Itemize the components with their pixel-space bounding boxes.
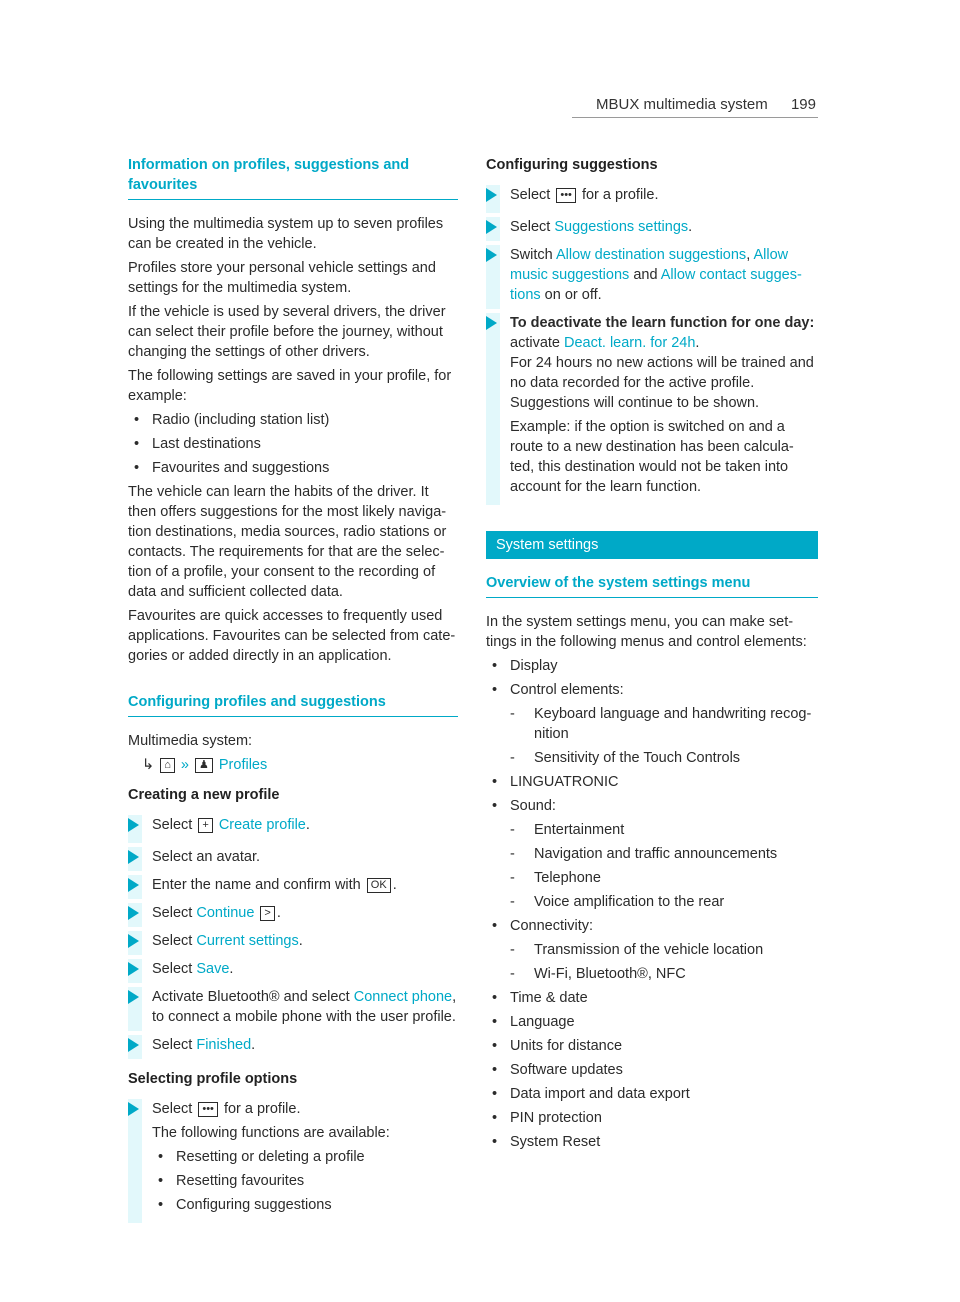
step: [510, 185, 818, 205]
step-arrow-icon: [128, 850, 139, 864]
home-icon: ⌂: [160, 758, 175, 773]
step-text: Select: [152, 905, 193, 921]
sub-list-item: - Keyboard language and handwriting recog- nition: [486, 704, 818, 744]
step: [152, 959, 458, 979]
step-arrow-icon: [486, 248, 497, 262]
step: [152, 815, 458, 835]
allow-contact-label: Allow contact sugges- tions: [510, 267, 802, 303]
step: [152, 987, 458, 1027]
step-block: [128, 847, 458, 871]
subheading-configuring-suggestions: Configuring suggestions: [486, 157, 658, 173]
next-arrow-icon: »: [180, 757, 189, 773]
step-arrow-icon: [128, 990, 139, 1004]
sub-list-item: - Wi-Fi, Bluetooth®, NFC: [486, 964, 818, 984]
step-text: activate: [510, 335, 560, 351]
deact-learn-label: Deact. learn. for 24h: [564, 335, 696, 351]
paragraph: The following functions are available:: [152, 1125, 390, 1141]
step-arrow-icon: [128, 962, 139, 976]
more-options-icon: •••: [198, 1102, 218, 1117]
step-text: ,: [746, 247, 751, 263]
step-arrow-icon: [486, 188, 497, 202]
step-text: for a profile.: [223, 1101, 301, 1117]
step-arrow-icon: [128, 1102, 139, 1116]
list-item: • Resetting or deleting a profile: [152, 1147, 458, 1167]
suggestions-settings-label: Suggestions settings: [554, 219, 689, 235]
step-block: [128, 1035, 458, 1059]
ok-key-icon: OK: [367, 878, 391, 893]
section-title-text: Configuring profiles and suggestions: [128, 694, 386, 710]
step-arrow-icon: [128, 878, 139, 892]
list-item: • Units for distance: [486, 1036, 818, 1056]
section-title-text: Information on profiles, suggestions and favourites: [128, 157, 410, 193]
more-options-icon: •••: [556, 188, 576, 203]
step-text: .: [688, 219, 693, 235]
step: [152, 875, 458, 895]
step-text: Select: [152, 1037, 193, 1053]
list-item: • Resetting favourites: [152, 1171, 458, 1191]
step-text: .: [298, 933, 303, 949]
step-text: .: [276, 905, 281, 921]
menu-path-label: Multimedia system:: [128, 733, 253, 749]
step-text: on or off.: [544, 287, 602, 303]
section-title-text: Overview of the system settings menu: [486, 575, 751, 591]
list-item: • Time & date: [486, 988, 818, 1008]
step-block: [128, 1099, 458, 1223]
connect-phone-label: Connect phone: [353, 989, 453, 1005]
sub-list-item: - Entertainment: [486, 820, 818, 840]
sub-list-item: - Sensitivity of the Touch Controls: [486, 748, 818, 768]
step-text: Select: [152, 961, 193, 977]
paragraph: In the system settings menu, you can make set- tings in the following menus and control elements:: [486, 614, 807, 650]
section-title-system-settings: [486, 573, 818, 598]
step: [510, 217, 818, 237]
step: [152, 1099, 458, 1119]
list-item: • Connectivity:: [486, 916, 818, 936]
step: [152, 1035, 458, 1055]
list-item: • Display: [486, 656, 818, 676]
step-text: .: [229, 961, 234, 977]
step-heading: To deactivate the learn function for one day:: [510, 315, 815, 331]
allow-destination-label: Allow destination suggestions: [555, 247, 747, 263]
paragraph: Profiles store your personal vehicle settings and settings for the multimedia system.: [128, 260, 436, 296]
list-item: • Language: [486, 1012, 818, 1032]
step-block: [128, 903, 458, 927]
step: [510, 313, 818, 497]
step-arrow-icon: [128, 934, 139, 948]
step-block: [486, 245, 818, 309]
person-icon: ♟: [195, 758, 213, 773]
list-item: • PIN protection: [486, 1108, 818, 1128]
step-arrow-icon: [486, 220, 497, 234]
allow-music-label: Allow music suggestions: [510, 247, 789, 283]
paragraph: For 24 hours no new actions will be trained and no data recorded for the active profile. Suggestions will continue to be shown.: [510, 355, 814, 411]
sub-list-item: - Telephone: [486, 868, 818, 888]
step-block: [128, 815, 458, 843]
step-arrow-icon: [128, 818, 139, 832]
paragraph: Using the multimedia system up to seven profiles can be created in the vehicle.: [128, 216, 444, 252]
step-block: [128, 875, 458, 899]
header-title: MBUX multimedia system: [596, 96, 768, 113]
save-label: Save: [196, 961, 230, 977]
return-arrow-icon: ↳: [142, 757, 155, 773]
page-number: 199: [790, 96, 816, 113]
right-column: [486, 155, 818, 1156]
paragraph: Favourites are quick accesses to frequently used applications. Favourites can be selected from cate- gories or added directly in an application.: [128, 608, 456, 664]
list-item: • Control elements:: [486, 680, 818, 700]
subheading-profile-options: Selecting profile options: [128, 1071, 298, 1087]
list-item: • System Reset: [486, 1132, 818, 1152]
step-text: Select: [152, 1101, 193, 1117]
list-item: • Favourites and suggestions: [128, 458, 458, 478]
step-text: Select: [152, 817, 193, 833]
step-block: [486, 217, 818, 241]
section-title-configuring-profiles: [128, 692, 458, 717]
profiles-menu-label: Profiles: [218, 757, 268, 773]
list-item: • Configuring suggestions: [152, 1195, 458, 1215]
step: [510, 245, 818, 305]
subheading-create-profile: Creating a new profile: [128, 787, 280, 803]
step-text: Enter the name and confirm with: [152, 877, 361, 893]
step-text: , to connect a mobile phone with the user profile.: [152, 989, 457, 1025]
step-text: .: [392, 877, 397, 893]
step-text: and: [633, 267, 658, 283]
step-text: .: [305, 817, 310, 833]
step-arrow-icon: [486, 316, 497, 330]
paragraph: If the vehicle is used by several drivers, the driver can select their profile before the journey, without changing the settings of other drivers.: [128, 304, 446, 360]
step-arrow-icon: [128, 906, 139, 920]
sub-list-item: - Navigation and traffic announcements: [486, 844, 818, 864]
sub-list-item: - Voice amplification to the rear: [486, 892, 818, 912]
step-text: Switch: [510, 247, 553, 263]
step: [152, 847, 458, 867]
running-header: [572, 95, 818, 118]
plus-icon: +: [198, 818, 212, 833]
list-item: • Radio (including station list): [128, 410, 458, 430]
step: [152, 931, 458, 951]
finished-label: Finished: [196, 1037, 252, 1053]
list-item: • Sound:: [486, 796, 818, 816]
create-profile-label: Create profile: [218, 817, 306, 833]
chevron-right-icon: >: [260, 906, 274, 921]
step-text: Select: [510, 219, 551, 235]
step-text: Select an avatar.: [152, 849, 261, 865]
list-item: • Data import and data export: [486, 1084, 818, 1104]
section-banner: System settings: [486, 531, 818, 559]
section-title-profiles-info: [128, 155, 458, 200]
step-text: .: [695, 335, 700, 351]
paragraph: The following settings are saved in your profile, for example:: [128, 368, 452, 404]
step: [152, 903, 458, 923]
current-settings-label: Current settings: [196, 933, 299, 949]
step-block: [128, 987, 458, 1031]
step-text: Activate Bluetooth® and select: [152, 989, 350, 1005]
step-block: [128, 959, 458, 983]
list-item: • LINGUATRONIC: [486, 772, 818, 792]
step-block: [486, 313, 818, 505]
paragraph: Example: if the option is switched on and a route to a new destination has been calcula- ted, this destination would not be taken into account for the learn function.: [510, 419, 794, 495]
paragraph: The vehicle can learn the habits of the driver. It then offers suggestions for the most likely naviga- tion destinations, media sources, radio stations or contacts. The requirements for that are the selec- tion of a profile, your consent to the recording of data and sufficient collected data.: [128, 484, 447, 600]
menu-path: [128, 755, 458, 775]
sub-list-item: - Transmission of the vehicle location: [486, 940, 818, 960]
step-block: [128, 931, 458, 955]
step-block: [486, 185, 818, 213]
step-line: [510, 333, 818, 353]
step-text: for a profile.: [581, 187, 659, 203]
left-column: [128, 155, 458, 1227]
step-text: Select: [510, 187, 551, 203]
step-arrow-icon: [128, 1038, 139, 1052]
step-text: .: [251, 1037, 256, 1053]
list-item: • Last destinations: [128, 434, 458, 454]
step-text: Select: [152, 933, 193, 949]
continue-label: Continue: [196, 905, 255, 921]
list-item: • Software updates: [486, 1060, 818, 1080]
